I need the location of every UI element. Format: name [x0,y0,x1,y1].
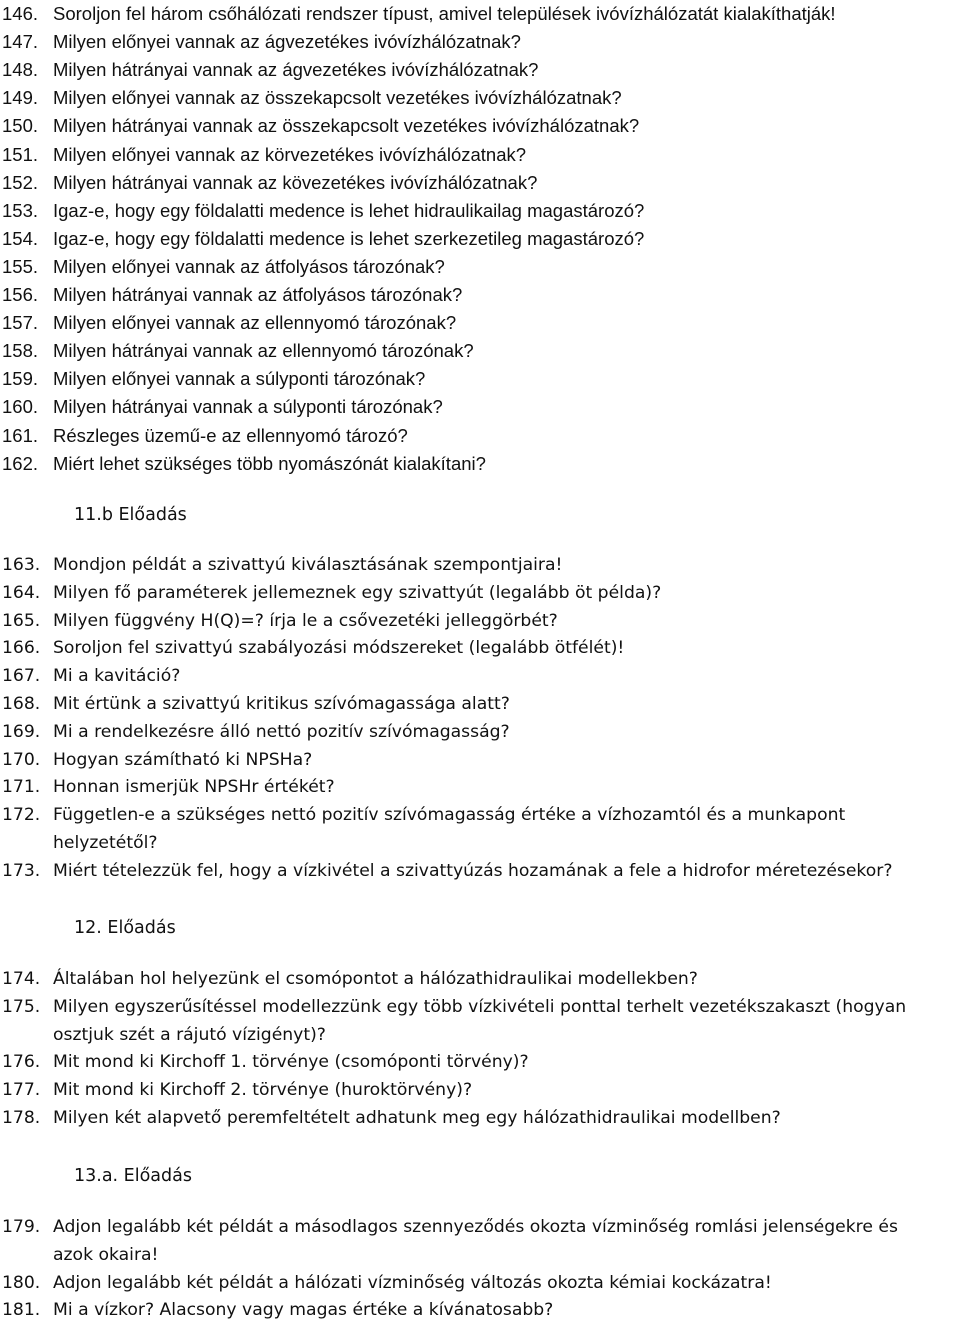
question-text: Milyen egyszerűsítéssel modellezzünk egy több vízkivételi ponttal terhelt vezetékszakaszt (hogyan [53,996,907,1017]
question-text: Mit értünk a szivattyú kritikus szívómagassága alatt? [53,694,510,714]
question-text: Honnan ismerjük NPSHr értékét? [53,777,335,798]
question-number: 160. [2,396,39,418]
question-text: Milyen hátrányai vannak az ellennyomó tározónak? [53,340,474,362]
question-text: Miért tételezzük fel, hogy a vízkivétel a szivattyúzás hozamának a fele a hidrofor méretezésekor? [53,860,893,881]
question-number: 153. [2,199,39,221]
question-number: 165. [2,610,41,631]
question-number: 150. [2,115,39,137]
question-number: 159. [2,368,39,390]
question-number: 175. [2,996,41,1017]
question-number: 181. [2,1300,41,1321]
question-text: Milyen két alapvető peremfeltételt adhatunk meg egy hálózathidraulikai modellben? [53,1108,781,1128]
question-number: 164. [2,582,41,603]
question-number: 167. [2,666,41,687]
question-text: Milyen előnyei vannak az ágvezetékes ivóvízhálózatnak? [53,31,521,53]
question-number: 171. [2,777,41,798]
question-text: Milyen függvény H(Q)=? írja le a csővezetéki jelleggörbét? [53,610,558,631]
question-number: 163. [2,555,41,575]
question-number: 179. [2,1217,41,1237]
question-number: 157. [2,312,39,334]
question-text: Mi a kavitáció? [53,666,181,687]
question-number: 166. [2,638,41,659]
question-text: Milyen hátrányai vannak az ágvezetékes ivóvízhálózatnak? [53,59,539,81]
question-text-line-2: helyzetétől? [53,833,158,853]
question-text: Milyen hátrányai vannak a súlyponti tározónak? [53,396,443,418]
question-text: Milyen előnyei vannak az összekapcsolt vezetékes ivóvízhálózatnak? [53,87,622,109]
question-number: 173. [2,860,41,881]
question-text: Adjon legalább két példát a másodlagos szennyeződés okozta vízminőség romlási jelenségekre és [53,1217,898,1237]
question-text: Független-e a szükséges nettó pozitív szívómagasság értéke a vízhozamtól és a munkapont [53,805,846,826]
question-text: Milyen fő paraméterek jellemeznek egy szivattyút (legalább öt példa)? [53,582,662,603]
question-number: 174. [2,969,41,989]
question-number: 155. [2,255,39,277]
question-text: Milyen előnyei vannak a súlyponti tározónak? [53,368,426,390]
section-heading-13a: 13.a. Előadás [74,1166,192,1186]
question-text: Igaz-e, hogy egy földalatti medence is lehet hidraulikailag magastározó? [53,199,645,221]
section-heading-11b: 11.b Előadás [74,505,187,525]
question-text: Adjon legalább két példát a hálózati vízminőség változás okozta kémiai kockázatra! [53,1272,772,1293]
question-text: Mi a rendelkezésre álló nettó pozitív szívómagasság? [53,721,510,742]
question-number: 180. [2,1272,41,1293]
question-text: Részleges üzemű-e az ellennyomó tározó? [53,424,408,446]
section-heading-12: 12. Előadás [74,918,176,938]
question-number: 172. [2,805,41,826]
question-number: 170. [2,749,41,770]
question-text: Mit mond ki Kirchoff 2. törvénye (huroktörvény)? [53,1080,473,1101]
question-text: Mi a vízkor? Alacsony vagy magas értéke a kívánatosabb? [53,1300,554,1321]
question-text: Milyen hátrányai vannak az összekapcsolt vezetékes ivóvízhálózatnak? [53,115,640,137]
question-text: Milyen hátrányai vannak az kövezetékes ivóvízhálózatnak? [53,171,538,193]
question-text: Soroljon fel szivattyú szabályozási módszereket (legalább ötfélét)! [53,638,625,659]
question-text: Soroljon fel három csőhálózati rendszer típust, amivel települések ivóvízhálózatát kialakíthatják! [53,3,836,24]
question-number: 156. [2,284,39,305]
question-text: Miért lehet szükséges több nyomászónát kialakítani? [53,452,486,474]
question-number: 162. [2,452,39,474]
question-text: Mit mond ki Kirchoff 1. törvénye (csomóponti törvény)? [53,1052,529,1073]
question-number: 158. [2,340,39,362]
question-number: 148. [2,59,39,81]
question-text: Hogyan számítható ki NPSHa? [53,749,313,770]
question-text: Általában hol helyezünk el csomópontot a hálózathidraulikai modellekben? [53,969,698,989]
question-number: 146. [2,3,39,24]
question-text: Mondjon példát a szivattyú kiválasztásának szempontjaira! [53,555,563,575]
question-text: Milyen hátrányai vannak az átfolyásos tározónak? [53,284,463,305]
question-number: 161. [2,424,39,446]
question-text: Milyen előnyei vannak az ellennyomó tározónak? [53,312,457,334]
question-number: 149. [2,87,39,109]
question-number: 168. [2,694,41,714]
question-number: 154. [2,227,39,249]
question-number: 176. [2,1052,41,1073]
question-text-line-2: azok okaira! [53,1244,159,1265]
question-number: 177. [2,1080,41,1101]
question-number: 178. [2,1108,41,1128]
question-text: Milyen előnyei vannak az körvezetékes ivóvízhálózatnak? [53,143,527,165]
question-text: Igaz-e, hogy egy földalatti medence is lehet szerkezetileg magastározó? [53,227,645,249]
question-number: 151. [2,143,39,165]
question-text-line-2: osztjuk szét a rájutó vízigényt)? [53,1024,326,1045]
question-number: 169. [2,721,41,742]
question-number: 152. [2,171,39,193]
question-number: 147. [2,31,39,53]
question-text: Milyen előnyei vannak az átfolyásos tározónak? [53,255,445,277]
